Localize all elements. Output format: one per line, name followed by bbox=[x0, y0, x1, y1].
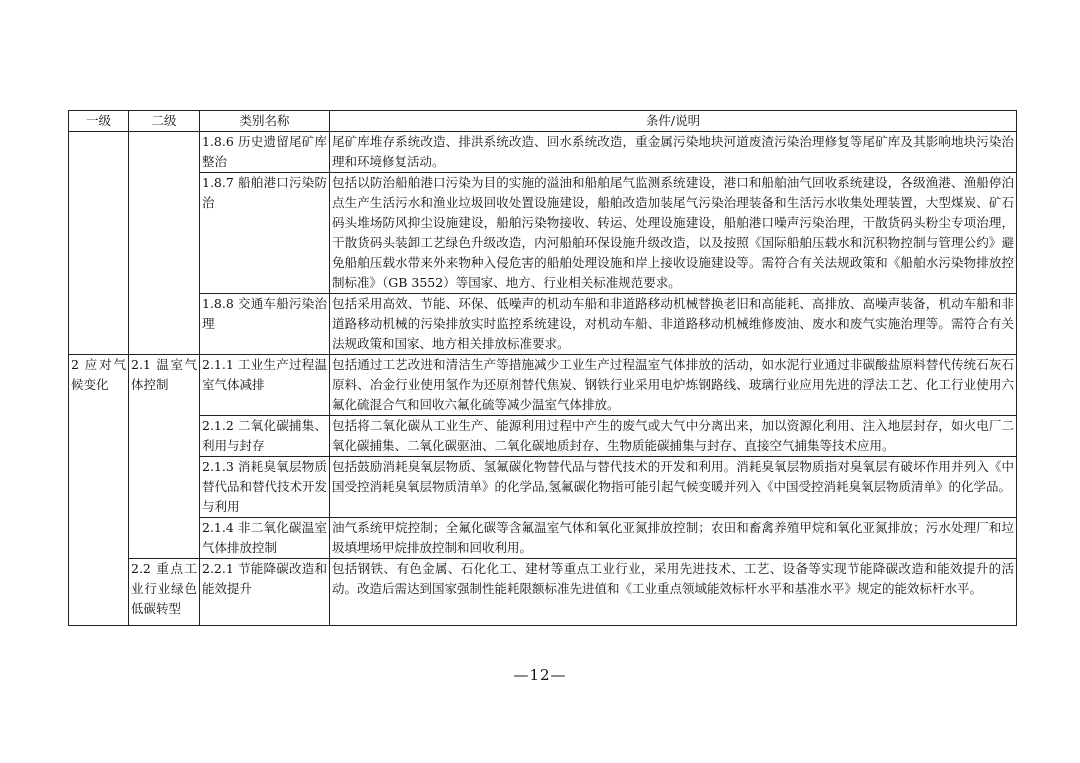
condition-cell: 包括通过工艺改进和清洁生产等措施减少工业生产过程温室气体排放的活动，如水泥行业通过非碳酸盐原料替代传统石灰石原料、冶金行业使用氢作为还原剂替代焦炭、钢铁行业采用电炉炼钢路线、玻璃行业应用先进的浮法工艺、化工行业使用六氟化硫混合气和回收六氟化硫等减少温室气体排放。 bbox=[330, 355, 1017, 416]
condition-cell: 尾矿库堆存系统改造、排洪系统改造、回水系统改造，重金属污染地块河道废渣污染治理修复等尾矿库及其影响地块污染治理和环境修复活动。 bbox=[330, 132, 1017, 173]
table-row bbox=[69, 294, 1017, 355]
category-cell: 2.1.1 工业生产过程温室气体减排 bbox=[200, 355, 330, 416]
condition-cell: 包括采用高效、节能、环保、低噪声的机动车船和非道路移动机械替换老旧和高能耗、高排放、高噪声装备，机动车船和非道路移动机械的污染排放实时监控系统建设，对机动车船、非道路移动机械维修废油、废水和废气实施治理等。需符合有关法规政策和国家、地方相关排放标准要求。 bbox=[330, 294, 1017, 355]
header-level1: 一级 bbox=[69, 111, 129, 132]
table-row bbox=[69, 173, 1017, 294]
table-row bbox=[69, 457, 1017, 518]
condition-cell: 包括将二氧化碳从工业生产、能源利用过程中产生的废气或大气中分离出来，加以资源化利用、注入地层封存，如火电厂二氧化碳捕集、二氧化碳驱油、二氧化碳地质封存、生物质能碳捕集与封存、直接空气捕集等技术应用。 bbox=[330, 416, 1017, 457]
category-cell: 2.1.3 消耗臭氧层物质替代品和替代技术开发与利用 bbox=[200, 457, 330, 518]
table-header-row bbox=[69, 111, 1017, 132]
level2-cell-empty bbox=[129, 132, 200, 355]
level2-cell: 2.2 重点工业行业绿色低碳转型 bbox=[129, 559, 200, 626]
table-row bbox=[69, 518, 1017, 559]
category-cell: 2.1.4 非二氧化碳温室气体排放控制 bbox=[200, 518, 330, 559]
condition-cell: 包括以防治船舶港口污染为目的实施的溢油和船舶尾气监测系统建设，港口和船舶油气回收系统建设，各级渔港、渔船停泊点生产生活污水和渔业垃圾回收处置设施建设，船舶改造加装尾气污染治理装备和生活污水收集处理装置，大型煤炭、矿石码头堆场防风抑尘设施建设，船舶污染物接收、转运、处理设施建设，船舶港口噪声污染治理，干散货码头粉尘专项治理，干散货码头装卸工艺绿色升级改造，内河船舶环保设施升级改造，以及按照《国际船舶压载水和沉积物控制与管理公约》避免船舶压载水带来外来物种入侵危害的船舶处理设施和岸上接收设施建设等。需符合有关法规政策和《船舶水污染物排放控制标准》（GB 3552）等国家、地方、行业相关标准规范要求。 bbox=[330, 173, 1017, 294]
condition-cell: 包括钢铁、有色金属、石化化工、建材等重点工业行业，采用先进技术、工艺、设备等实现节能降碳改造和能效提升的活动。改造后需达到国家强制性能耗限额标准先进值和《工业重点领域能效标杆水平和基准水平》规定的能效标杆水平。 bbox=[330, 559, 1017, 626]
category-cell: 2.1.2 二氧化碳捕集、利用与封存 bbox=[200, 416, 330, 457]
table-row bbox=[69, 559, 1017, 626]
page-number: —12— bbox=[513, 666, 567, 684]
table-row bbox=[69, 355, 1017, 416]
header-condition: 条件/说明 bbox=[330, 111, 1017, 132]
condition-cell: 包括鼓励消耗臭氧层物质、氢氟碳化物替代品与替代技术的开发和利用。消耗臭氧层物质指对臭氧层有破坏作用并列入《中国受控消耗臭氧层物质清单》的化学品,氢氟碳化物指可能引起气候变暖并列入《中国受控消耗臭氧层物质清单》的化学品。 bbox=[330, 457, 1017, 518]
category-cell: 1.8.8 交通车船污染治理 bbox=[200, 294, 330, 355]
header-category: 类别名称 bbox=[200, 111, 330, 132]
table-row bbox=[69, 132, 1017, 173]
catalog-table bbox=[68, 110, 1017, 626]
header-level2: 二级 bbox=[129, 111, 200, 132]
category-cell: 1.8.7 船舶港口污染防治 bbox=[200, 173, 330, 294]
level1-cell-empty bbox=[69, 132, 129, 355]
level1-cell: 2 应对气候变化 bbox=[69, 355, 129, 626]
category-cell: 1.8.6 历史遗留尾矿库整治 bbox=[200, 132, 330, 173]
condition-cell: 油气系统甲烷控制；全氟化碳等含氟温室气体和氧化亚氮排放控制；农田和畜禽养殖甲烷和氧化亚氮排放；污水处理厂和垃圾填埋场甲烷排放控制和回收利用。 bbox=[330, 518, 1017, 559]
level2-cell: 2.1 温室气体控制 bbox=[129, 355, 200, 559]
table-row bbox=[69, 416, 1017, 457]
category-cell: 2.2.1 节能降碳改造和能效提升 bbox=[200, 559, 330, 626]
